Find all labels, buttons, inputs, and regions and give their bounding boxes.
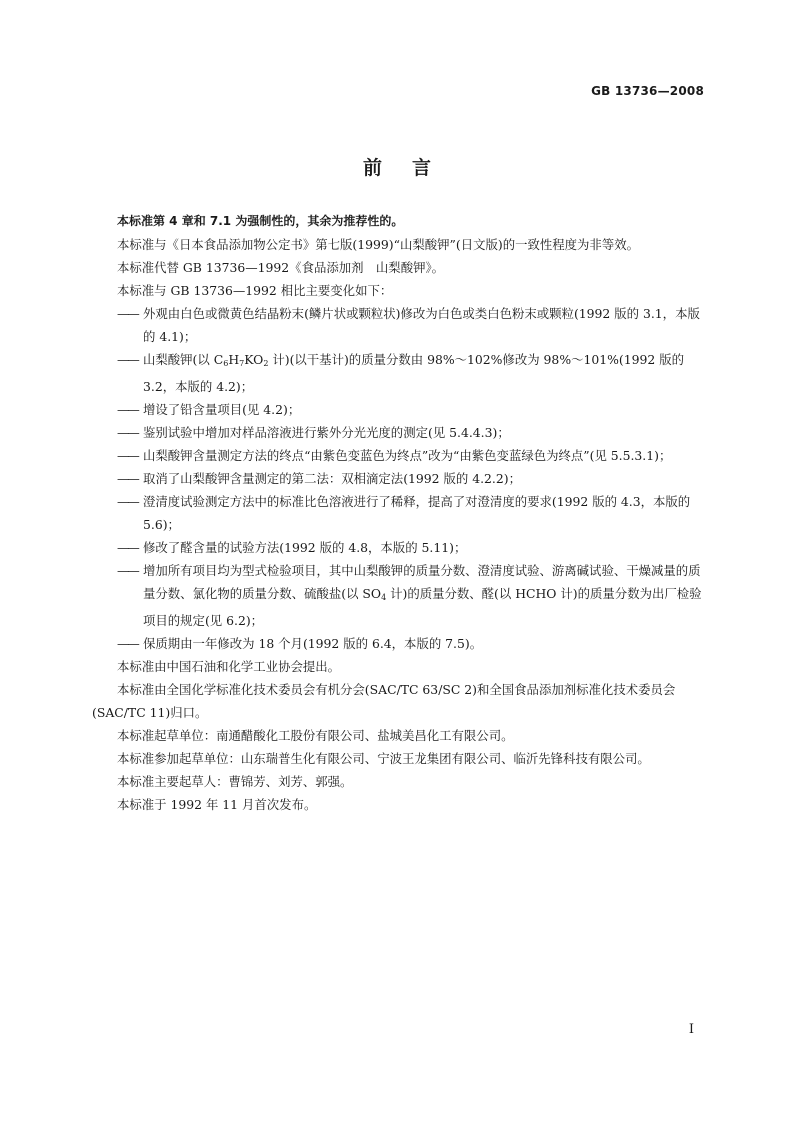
change-text: 修改了醛含量的试验方法(1992 版的 4.8，本版的 5.11)； (143, 540, 467, 555)
intro-paragraph: 本标准第 4 章和 7.1 为强制性的，其余为推荐性的。 (117, 214, 404, 228)
change-text: 山梨酸钾(以 $C_6H_7KO_2$ 计)(以干基计)的质量分数由 98%～102%修改为 98%～101%(1992 版的 3.2，本版的 4.2)； (143, 352, 684, 394)
dash-marker: —— (117, 540, 138, 555)
closing-paragraph: 本标准由中国石油和化学工业协会提出。 (117, 659, 341, 674)
change-text: 增加所有项目均为型式检验项目，其中山梨酸钾的质量分数、澄清度试验、游离碱试验、干燥减量的质量分数、氯化物的质量分数、硫酸盐(以 $SO_4$ 计)的质量分数、醛(以 HCHO 计)的质量分数为出厂检验项目的规定(见 6.2)； (143, 563, 702, 628)
change-item (117, 632, 705, 655)
intro-paragraph: 本标准代替 GB 13736—1992《食品添加剂 山梨酸钾》。 (117, 260, 445, 275)
dash-marker: —— (117, 425, 138, 440)
change-text: 山梨酸钾含量测定方法的终点“由紫色变蓝色为终点”改为“由紫色变蓝绿色为终点”(见 5.5.3.1)； (143, 448, 672, 463)
change-item (117, 302, 705, 348)
change-item (117, 444, 705, 467)
change-item (117, 490, 705, 536)
dash-marker: —— (117, 494, 138, 509)
page-number: I (688, 1022, 694, 1037)
dash-marker: —— (117, 402, 138, 417)
dash-marker: —— (117, 636, 138, 651)
dash-marker: —— (117, 448, 138, 463)
change-item (117, 467, 705, 490)
change-text: 外观由白色或微黄色结晶粉末(鳞片状或颗粒状)修改为白色或类白色粉末或颗粒(1992 版的 3.1，本版的 4.1)； (143, 306, 700, 344)
change-item (117, 398, 705, 421)
change-item (117, 559, 705, 632)
dash-marker: —— (117, 563, 138, 578)
foreword-body (92, 210, 705, 816)
intro-paragraph: 本标准与 GB 13736—1992 相比主要变化如下： (117, 283, 393, 298)
change-item (117, 348, 705, 398)
closing-paragraph: 本标准参加起草单位：山东瑞普生化有限公司、宁波王龙集团有限公司、临沂先锋科技有限公司。 (117, 751, 650, 766)
standard-number: GB 13736—2008 (591, 84, 704, 98)
change-text: 增设了铅含量项目(见 4.2)； (143, 402, 301, 417)
change-text: 取消了山梨酸钾含量测定的第二法：双相滴定法(1992 版的 4.2.2)； (143, 471, 521, 486)
closing-paragraph: 本标准起草单位：南通醋酸化工股份有限公司、盐城美昌化工有限公司。 (117, 728, 514, 743)
change-text: 保质期由一年修改为 18 个月(1992 版的 6.4，本版的 7.5)。 (143, 636, 483, 651)
closing-paragraph: 本标准于 1992 年 11 月首次发布。 (117, 797, 317, 812)
change-item (117, 536, 705, 559)
page-title: 前言 (362, 157, 461, 179)
change-item (117, 421, 705, 444)
intro-paragraph: 本标准与《日本食品添加物公定书》第七版(1999)“山梨酸钾”(日文版)的一致性程度为非等效。 (117, 237, 639, 252)
closing-paragraph: 本标准主要起草人：曹锦芳、刘芳、郭强。 (117, 774, 353, 789)
dash-marker: —— (117, 352, 138, 367)
change-text: 澄清度试验测定方法中的标准比色溶液进行了稀释，提高了对澄清度的要求(1992 版的 4.3，本版的 5.6)； (143, 494, 691, 532)
dash-marker: —— (117, 471, 138, 486)
change-text: 鉴别试验中增加对样品溶液进行紫外分光光度的测定(见 5.4.4.3)； (143, 425, 510, 440)
dash-marker: —— (117, 306, 138, 321)
closing-paragraph: 本标准由全国化学标准化技术委员会有机分会(SAC/TC 63/SC 2)和全国食品添加剂标准化技术委员会(SAC/TC 11)归口。 (92, 682, 676, 720)
